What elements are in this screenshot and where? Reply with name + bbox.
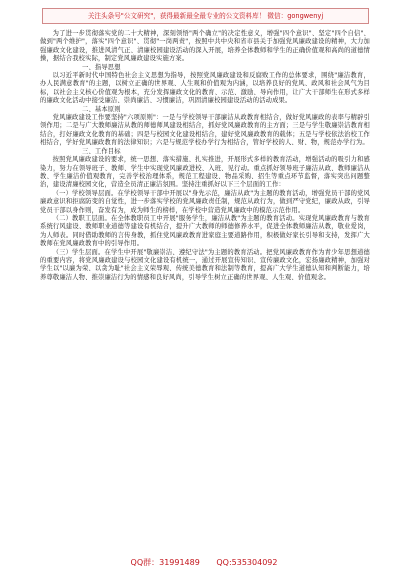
footer-qq: QQ:535304092 [216, 558, 278, 567]
intro-paragraph: 为了进一步贯彻落实党的二十大精神，深刻领悟"两个确立"的决定性意义，增强"四个意识"、坚定"四个自信"、做到"两个维护"，落实"四个意识"、贯彻"一岗两责"，按照中共中央和省市县关于加强党风廉政建设的精神，大力加强廉政文化建设，推进风清气正、清廉校园建设活动的深入开展，培养全体教师和学生的正确价值观和高尚的道德情操，据结合我校实际，制定党风廉政建设实施方案。 [40, 30, 370, 63]
section3-title: 三、工作目标 [82, 147, 121, 155]
section2-paragraph: 党风廉政建设工作要坚持"六项原则"：一是与学校领导干部廉洁从政教育相结合，做好党风廉政的表率与精辟引领作用；二是与广大教师廉洁从教的师德师风建设相结合，抓好党风廉政教育的主方面；三是与学生敬廉崇洁教育相结合，打好廉政文化教育的基础；四是与校园文化建设相结合，建好党风廉政教育的载体；五是与学校依法治校工作相结合，学好党风廉政教育的法律知识；六是与规范学校办学行为相结合，管好学校的人、财、物，规范办学行为。 [40, 114, 370, 147]
section1-paragraph: 以习近平新时代中国特色社会主义思想为指导，按照党风廉政建设和反腐败工作的总体要求，围绕"廉洁教育，办人民满意教育"的主题，以树立正确的世界观、人生观和价值观为内涵，以培养良好的党风、政风和社会风气为目标，以社会主义核心价值观为根本，充分发挥廉政文化的教育、示范、激励、导向作用，让广大干部师生在形式多样的廉政文化活动中接受廉洁、崇尚廉洁、习惯廉洁，巩固清廉校园建设活动的活动成果。 [40, 72, 370, 105]
item1-paragraph: （一）学校领导层面。在学校领导干部中开展以"身先示范，廉洁从政"为主题的教育活动，增强党员干部的党风廉政意识和拒腐防变的自觉性，进一步落实学校的党风廉政责任制，规范从政行为，做到严守党纪，廉政从政，引导党员干部以身作则，奋发有为，成为师生的榜样，在学校中营造党风廉政中的模范示范作用。 [40, 189, 370, 214]
item3-paragraph: （三）学生层面。在学生中开展"敬廉崇洁、遵纪守法"为主题的教育活动。把党风廉政教育作为青少年思想道德的重要内容，将党风廉政建设与校园文化建设有机统一，通过开展宣传知识、宣传廉政文化，宏扬廉政精神，加强对学生以"以廉为荣、以贪为耻"社会主义荣辱观、传统美德教育和法制等教育，提高广大学生道德认知和判断能力，培养尊敬廉洁人物、推崇廉洁行为的情感和良好风尚，引导学生树立正确的世界观、人生观、价值观念。 [40, 248, 370, 281]
footer-contact [0, 556, 408, 570]
footer-qq-group: QQ群：31991489 [130, 558, 200, 567]
item2-paragraph: （二）教职工层面。在全体教职员工中开展"服务学生，廉洁从教"为主题的教育活动。实现党风廉政教育与教育系统行风建设、教师职业道德等建设有机结合，提升广大教师的师德修养水平，促进全体教师廉洁从教，敬业爱岗，为人师表。同时借助教师的言传身教，抓住党风廉政教育进家庭主要道路作用，积极做好家长引导和支持，发挥广大教师在党风廉政教育中的引导作用。 [40, 214, 370, 248]
section2-title: 二、基本原则 [82, 105, 121, 113]
top-banner: 关注头条号"公文研究"，获得最新最全最专业的公文资料库！ 微信：gongwenyj [42, 8, 369, 24]
section3-paragraph: 按照党风廉政建设的要求，统一思想、落实措施、扎实推进，开展形式多样的教育活动，增强活动的吸引力和感染力，努力在领导班子、教师、学生中实现党风廉政进校、入班、见行动。重点抓好领导班子廉洁从政、教师廉洁从教、学生廉洁价值观教育，完善学校治理体系，规范工程建设、物品采购、招生等重点环节监督，落实突出问题整治，建设清廉校园文化，营造全员清正廉洁氛围。坚持注重抓好以下三个层面的工作： [40, 156, 370, 189]
document-body [40, 30, 370, 282]
section1-title: 一、指导思想 [82, 63, 121, 71]
